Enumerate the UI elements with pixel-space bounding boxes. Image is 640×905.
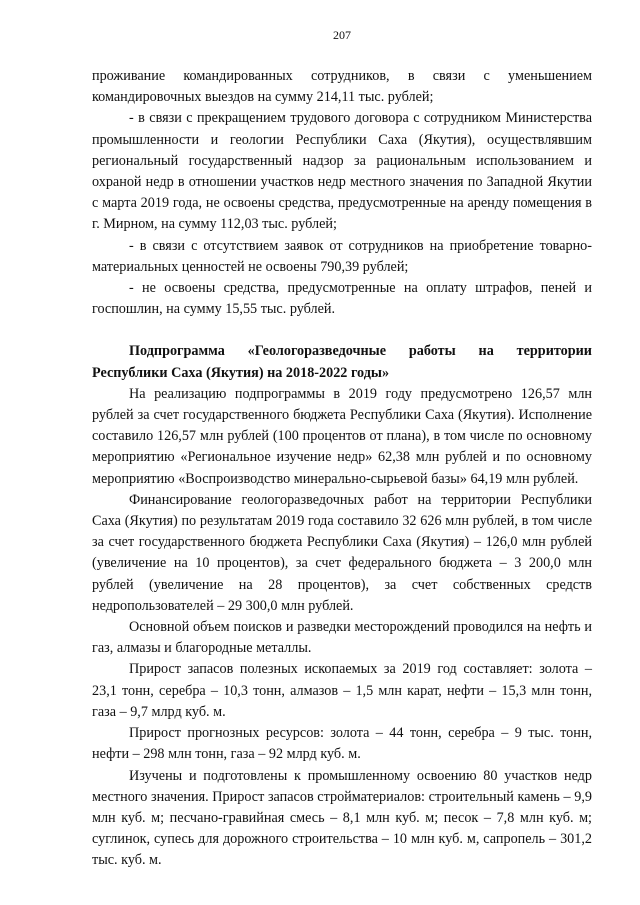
paragraph-budget: На реализацию подпрограммы в 2019 году предусмотрено 126,57 млн рублей за счет государственного бюджета Республики Саха (Якутия). Исполнение составило 126,57 млн рублей (100 процентов от плана), в том числе по основному мероприятию «Региональное изучение недр» 62,38 млн рублей и по основному мероприятию «Воспроизводство минерально-сырьевой базы» 64,19 млн рублей.: [92, 385, 592, 487]
paragraph-exploration: Основной объем поисков и разведки месторождений проводился на нефть и газ, алмазы и благородные металлы.: [92, 619, 592, 657]
paragraph-financing: Финансирование геологоразведочных работ на территории Республики Саха (Якутия) по результатам 2019 года составило 32 626 млн рублей, в том числе за счет государственного бюджета Республики Саха (Якутия) – 126,0 млн рублей (увеличение на 10 процентов), за счет федерального бюджета – 3 200,0 млн рублей (увеличение на 28 процентов), за счет собственных средств недропользователей – 29 300,0 млн рублей.: [92, 491, 592, 614]
section-heading: Подпрограмма «Геологоразведочные работы на территории Республики Саха (Якутия) на 2018-2022 годы»: [92, 343, 592, 381]
paragraph-reserves: Прирост запасов полезных ископаемых за 2019 год составляет: золота – 23,1 тонн, серебра – 10,3 тонн, алмазов – 1,5 млн карат, нефти – 15,3 млн тонн, газа – 9,7 млрд куб. м.: [92, 661, 592, 720]
page-number: 207: [333, 28, 351, 42]
paragraph-bullet-fines: - не освоены средства, предусмотренные на оплату штрафов, пеней и госпошлин, на сумму 15,55 тыс. рублей.: [92, 280, 592, 318]
paragraph-bullet-contract: - в связи с прекращением трудового договора с сотрудником Министерства промышленности и геологии Республики Саха (Якутия), осуществлявшим региональный государственный надзор за рациональным использованием и охраной недр в отношении участков недр местного значения по Западной Якутии с марта 2019 года, не освоены средства, предусмотренные на аренду помещения в г. Мирном, на сумму 112,03 тыс. рублей;: [92, 110, 592, 233]
paragraph-local-subsoil: Изучены и подготовлены к промышленному освоению 80 участков недр местного значения. Прирост запасов стройматериалов: строительный камень – 9,9 млн куб. м; песчано-гравийная смесь – 8,1 млн куб. м; песок – 7,8 млн куб. м; суглинок, супесь для дорожного строительства – 10 млн куб. м, сапропель – 301,2 тыс. куб. м.: [92, 767, 592, 869]
paragraph-bullet-materials: - в связи с отсутствием заявок от сотрудников на приобретение товарно-материальных ценностей не освоены 790,39 рублей;: [92, 237, 592, 275]
paragraph-forecast: Прирост прогнозных ресурсов: золота – 44 тонн, серебра – 9 тыс. тонн, нефти – 298 млн тонн, газа – 92 млрд куб. м.: [92, 725, 592, 763]
paragraph-continuation: проживание командированных сотрудников, в связи с уменьшением командировочных выездов на сумму 214,11 тыс. рублей;: [92, 68, 592, 106]
